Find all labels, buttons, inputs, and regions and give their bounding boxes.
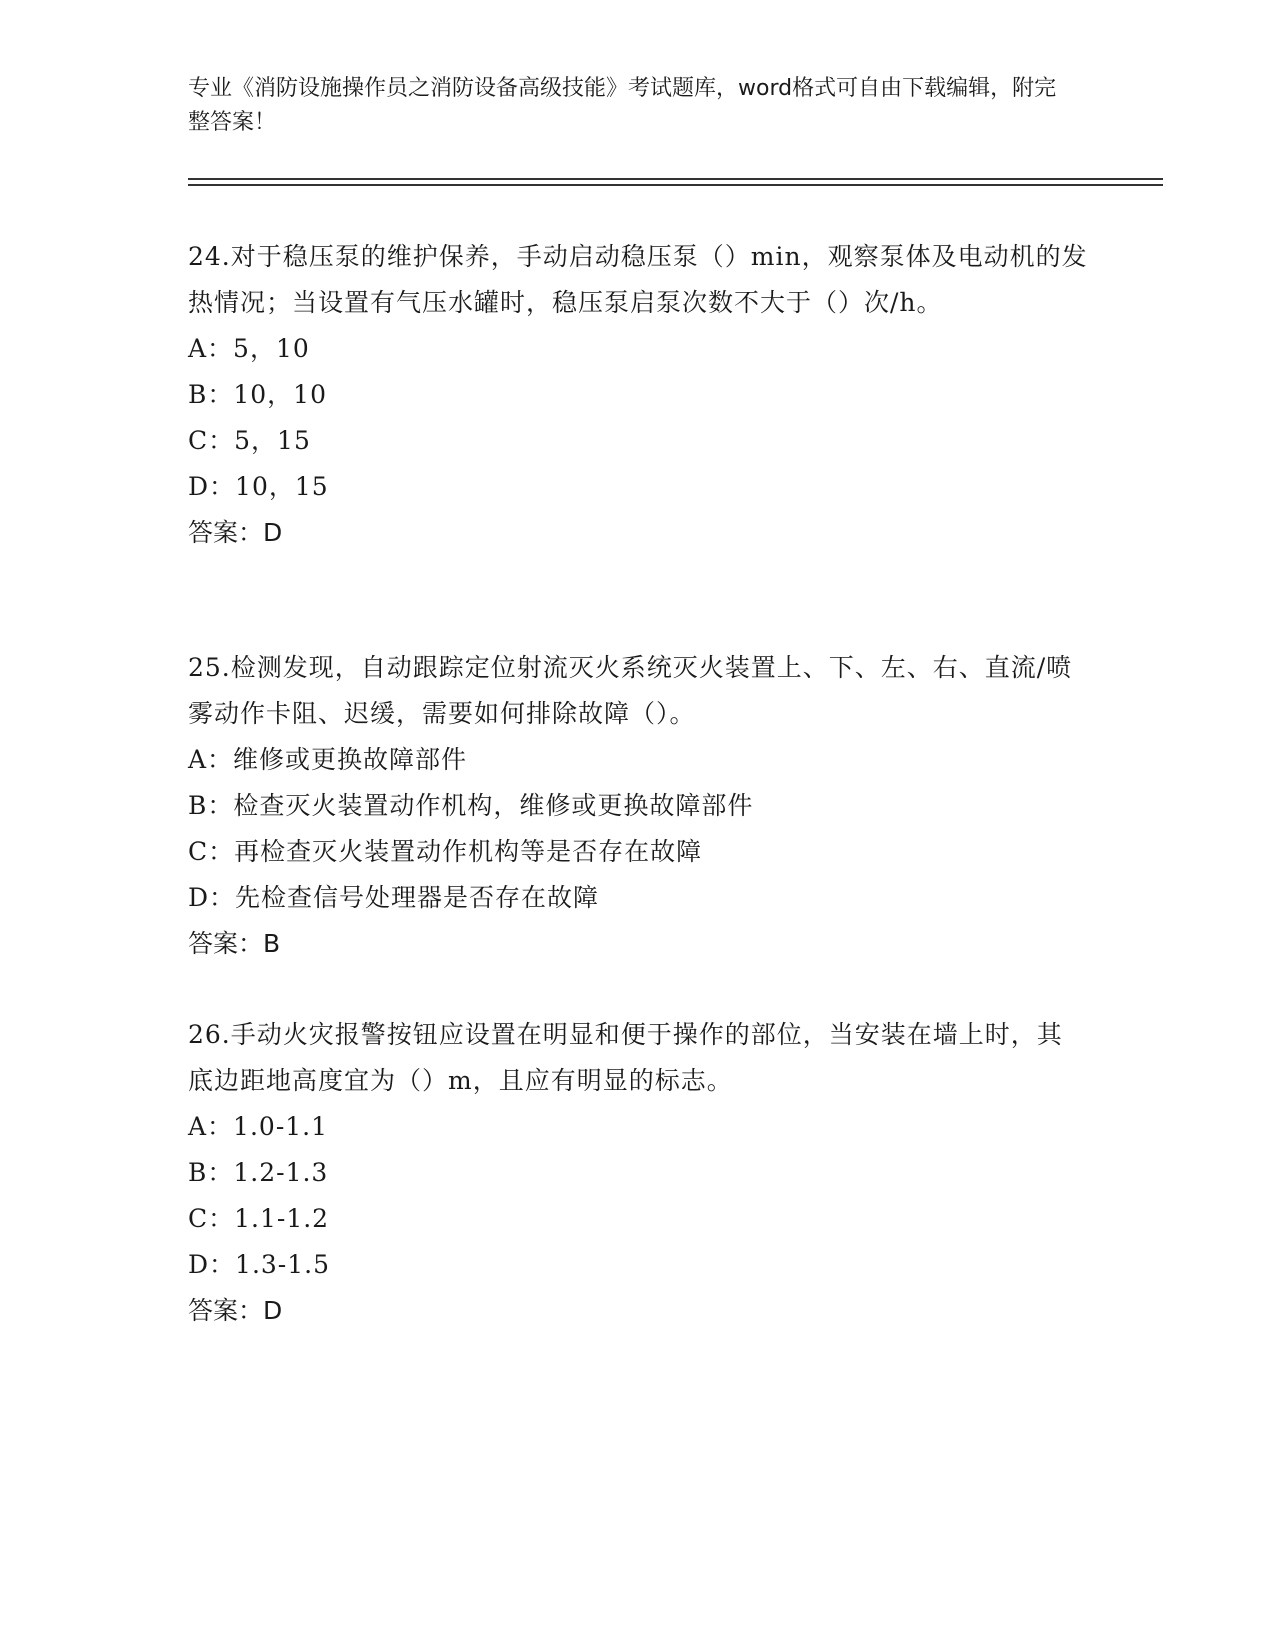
option-a: A：1.0-1.1 xyxy=(188,1112,329,1141)
question-text: 26.手动火灾报警按钮应设置在明显和便于操作的部位，当安装在墙上时，其底边距地高度宜为（）m，且应有明显的标志。 xyxy=(188,1020,1063,1095)
question-26 xyxy=(188,1012,1088,1334)
document-header: 专业《消防设施操作员之消防设备高级技能》考试题库，word格式可自由下载编辑，附完整答案！ xyxy=(188,76,1057,135)
answer-line: 答案：B xyxy=(188,929,281,958)
option-b: B：检查灭火装置动作机构，维修或更换故障部件 xyxy=(188,791,754,820)
option-c: C：5，15 xyxy=(188,426,311,455)
answer-line: 答案：D xyxy=(188,1296,283,1325)
option-a: A：维修或更换故障部件 xyxy=(188,745,468,774)
option-b: B：1.2-1.3 xyxy=(188,1158,329,1187)
question-text: 25.检测发现，自动跟踪定位射流灭火系统灭火装置上、下、左、右、直流/喷雾动作卡阻、迟缓，需要如何排除故障（）。 xyxy=(188,653,1073,728)
question-text: 24.对于稳压泵的维护保养，手动启动稳压泵（）min，观察泵体及电动机的发热情况；当设置有气压水罐时，稳压泵启泵次数不大于（）次/h。 xyxy=(188,242,1088,317)
option-c: C：1.1-1.2 xyxy=(188,1204,330,1233)
question-25 xyxy=(188,645,1088,967)
question-24 xyxy=(188,234,1088,556)
header-divider-top xyxy=(188,178,1163,180)
option-b: B：10，10 xyxy=(188,380,327,409)
option-d: D：10，15 xyxy=(188,472,329,501)
option-d: D：先检查信号处理器是否存在故障 xyxy=(188,883,600,912)
option-a: A：5，10 xyxy=(188,334,310,363)
option-d: D：1.3-1.5 xyxy=(188,1250,331,1279)
option-c: C：再检查灭火装置动作机构等是否存在故障 xyxy=(188,837,703,866)
answer-line: 答案：D xyxy=(188,518,283,547)
header-divider-bottom xyxy=(188,184,1163,186)
